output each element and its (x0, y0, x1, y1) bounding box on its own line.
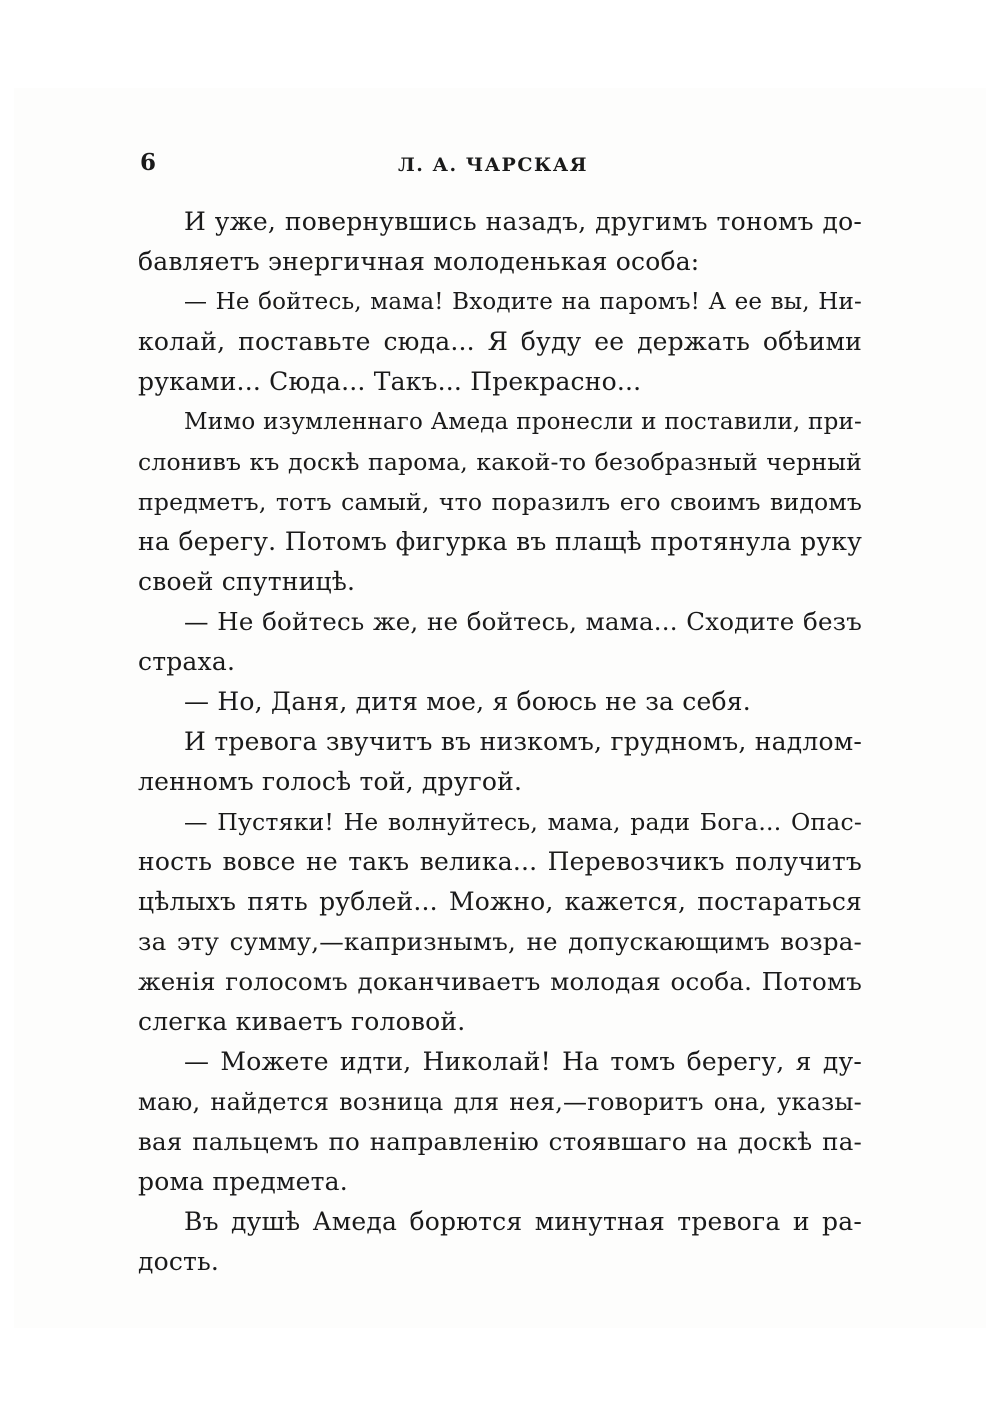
text-line: И уже, повернувшись назадъ, другимъ тономъ до- (184, 207, 862, 236)
text-line: дость. (138, 1247, 220, 1276)
text-line: Мимо изумленнаго Амеда пронесли и поставили, при- (184, 409, 862, 435)
text-line: слонивъ къ доскѣ парома, какой-то безобразный черный (138, 448, 862, 476)
text-line: на берегу. Потомъ фигурка въ плащѣ протянула руку (138, 527, 862, 556)
text-line: И тревога звучитъ въ низкомъ, грудномъ, надлом- (184, 727, 862, 756)
text-line: за эту сумму,—капризнымъ, не допускающимъ возра- (138, 927, 862, 956)
text-line: — Не бойтесь, мама! Входите на паромъ! А ее вы, Ни- (184, 289, 862, 315)
page-number: 6 (140, 149, 157, 176)
text-line: страха. (138, 647, 236, 676)
text-line: цѣлыхъ пять рублей... Можно, кажется, постараться (138, 887, 862, 916)
text-line: — Но, Даня, дитя мое, я боюсь не за себя. (184, 687, 751, 716)
text-line: рома предмета. (138, 1167, 348, 1196)
text-line: — Пустяки! Не волнуйтесь, мама, ради Бога... Опас- (184, 808, 862, 836)
text-line: ность вовсе не такъ велика... Перевозчикъ получитъ (138, 847, 862, 876)
body-text (138, 202, 862, 1282)
text-line: своей спутницѣ. (138, 567, 356, 596)
text-line: предметъ, тотъ самый, что поразилъ его своимъ видомъ (138, 488, 862, 516)
text-line: вая пальцемъ по направленію стоявшаго на доскѣ па- (138, 1127, 862, 1156)
text-line: колай, поставьте сюда... Я буду ее держать обѣими (138, 327, 862, 356)
text-line: ленномъ голосѣ той, другой. (138, 767, 523, 796)
text-line: слегка киваетъ головой. (138, 1007, 466, 1036)
text-line: женія голосомъ доканчиваетъ молодая особа. Потомъ (138, 967, 862, 996)
text-line: Въ душѣ Амеда борются минутная тревога и ра- (184, 1207, 862, 1236)
running-title: Л. А. ЧАРСКАЯ (398, 154, 588, 176)
text-line: бавляетъ энергичная молоденькая особа: (138, 247, 700, 276)
text-line: маю, найдется возница для нея,—говоритъ она, указы- (138, 1088, 862, 1116)
text-line: руками... Сюда... Такъ... Прекрасно... (138, 367, 642, 396)
running-head (140, 148, 862, 182)
text-line: — Можете идти, Николай! На томъ берегу, я ду- (184, 1047, 862, 1076)
text-line: — Не бойтесь же, не бойтесь, мама... Сходите безъ (184, 607, 862, 636)
